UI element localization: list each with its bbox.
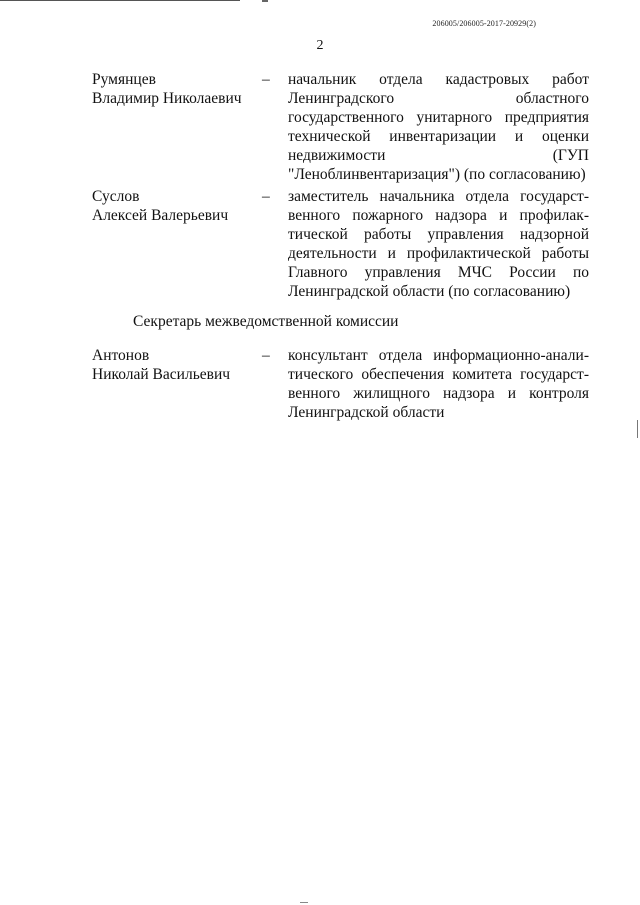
scan-speck [300, 902, 308, 903]
document-id: 206005/206005-2017-20929(2) [432, 19, 536, 28]
member-last-name: Суслов [92, 188, 140, 205]
member-first-names: Алексей Валерьевич [92, 207, 229, 224]
member-role: заместитель начальника отдела государственного пожарного надзора и профилактической работы управления надзорной деятельности и профилактической работы Главного управления МЧС России по Ленинградской области (по согласованию) [288, 188, 589, 300]
member-first-names: Николай Васильевич [92, 366, 231, 383]
member-name [92, 346, 262, 384]
member-last-name: Румянцев [92, 71, 156, 88]
member-last-name: Антонов [92, 347, 150, 364]
member-name [92, 70, 262, 108]
scan-margin-mark [637, 420, 638, 438]
dash-separator: – [262, 71, 270, 88]
dash-separator: – [262, 347, 270, 364]
member-first-names: Владимир Николаевич [92, 90, 242, 107]
secretary-entry [92, 346, 592, 426]
secretary-heading: Секретарь межведомственной комиссии [133, 313, 399, 330]
member-entry [92, 70, 592, 183]
member-role: начальник отдела кадастровых работ Ленинградского областного государственного унитарного предприятия технической инвентаризации и оценки недвижимости (ГУП "Леноблинвентаризация") (по согласованию) [288, 71, 589, 183]
member-entry [92, 187, 592, 300]
dash-separator: – [262, 188, 270, 205]
page-number: 2 [316, 38, 324, 53]
member-role: консультант отдела информационно-аналитического обеспечения комитета государственного жилищного надзора и контроля Ленинградской области [288, 347, 589, 421]
member-name [92, 187, 262, 225]
scan-edge-line [0, 0, 240, 1]
scan-speck [262, 0, 268, 2]
